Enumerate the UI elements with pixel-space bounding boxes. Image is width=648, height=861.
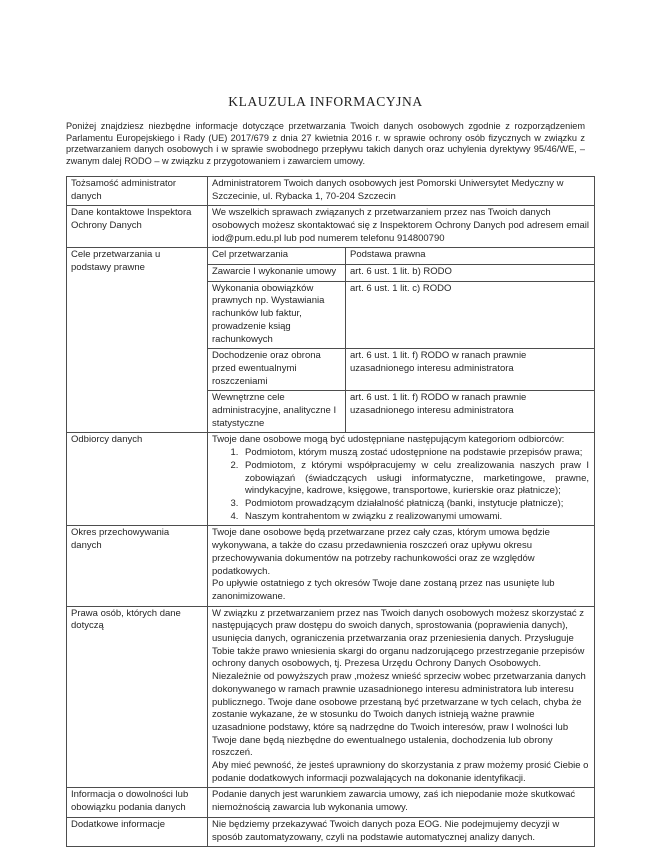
list-item: 4. Naszym kontrahentom w związku z realizowanymi umowami.: [241, 511, 589, 524]
row-content-recipients: [208, 433, 595, 526]
purposes-header-purpose: Cel przetwarzania: [208, 248, 346, 264]
row-label-rights: Prawa osób, których dane dotyczą: [67, 606, 208, 788]
row-content-contact: We wszelkich sprawach związanych z przetwarzaniem przez nas Twoich danych osobowych możesz skontaktować się z Inspektorem Ochrony Danych pod adresem email iod@pum.edu.pl lub pod numerem telefonu 914800790: [208, 206, 595, 248]
row-label-identity: Tożsamość administrator danych: [67, 176, 208, 205]
row-label-additional: Dodatkowe informacje: [67, 817, 208, 846]
table-row-purposes: [67, 248, 595, 433]
purposes-row-1: [208, 265, 594, 282]
table-row-contact: [67, 206, 595, 248]
purposes-row-3: [208, 349, 594, 391]
row-label-purposes: Cele przetwarzania u podstawy prawne: [67, 248, 208, 433]
purposes-header-row: [208, 248, 594, 264]
retention-paragraph: Po upływie ostatniego z tych okresów Twoje dane zostaną przez nas usunięte lub zanonimizowane.: [212, 578, 555, 602]
purposes-nested-table: [208, 248, 594, 432]
table-row-voluntary: [67, 788, 595, 817]
row-content-retention: [208, 526, 595, 606]
list-item: 1. Podmiotom, którym muszą zostać udostępnione na podstawie przepisów prawa;: [241, 447, 589, 460]
rights-paragraph: Niezależnie od powyższych praw ,możesz wnieść sprzeciw wobec przetwarzania danych dokonywanego w ramach prawnie uzasadnionego interesu administratora lub interesu publicznego. Twoje dane osobowe przestaną być przetwarzane w tych celach, chyba że zostanie wykazane, że w stosunku do Twoich danych istnieją ważne prawnie uzasadnione podstawy, które są nadrzędne do Twoich interesów, praw I wolności lub Twoje dane będą niezbędne do ewentualnego ustalenia, dochodzenia lub obrony roszczeń.: [212, 671, 586, 759]
rights-paragraph: Aby mieć pewność, że jesteś uprawniony do skorzystania z praw możemy prosić Ciebie o podanie dodatkowych informacji pozwalających na dokonanie identyfikacji.: [212, 760, 589, 784]
purposes-header-basis: Podstawa prawna: [346, 248, 595, 264]
row-label-retention: Okres przechowywania danych: [67, 526, 208, 606]
basis-cell: art. 6 ust. 1 lit. b) RODO: [346, 265, 595, 282]
row-content-purposes: [208, 248, 595, 433]
retention-paragraph: Twoje dane osobowe będą przetwarzane przez cały czas, którym umowa będzie wykonywana, a także do czasu przedawnienia roszczeń oraz upływu okresu przechowywania dokumentów na potrzeby rachunkowości oraz ze względów podatkowych.: [212, 527, 550, 577]
recipients-intro: Twoje dane osobowe mogą być udostępniane następującym kategoriom odbiorców:: [212, 434, 565, 446]
list-item: 3. Podmiotom prowadzącym działalność płatniczą (banki, instytucje płatnicze);: [241, 498, 589, 511]
row-content-identity: Administratorem Twoich danych osobowych jest Pomorski Uniwersytet Medyczny w Szczecinie, ul. Rybacka 1, 70-204 Szczecin: [208, 176, 595, 205]
recipients-list: [212, 447, 589, 523]
purpose-cell: Wykonania obowiązków prawnych np. Wystawiania rachunków lub faktur, prowadzenie ksiąg rachunkowych: [208, 281, 346, 349]
row-label-recipients: Odbiorcy danych: [67, 433, 208, 526]
row-label-voluntary: Informacja o dowolności lub obowiązku podania danych: [67, 788, 208, 817]
basis-cell: art. 6 ust. 1 lit. f) RODO w ranach prawnie uzasadnionego interesu administratora: [346, 391, 595, 433]
table-row-rights: [67, 606, 595, 788]
row-label-contact: Dane kontaktowe Inspektora Ochrony Danych: [67, 206, 208, 248]
table-row-additional: [67, 817, 595, 846]
info-table: [66, 176, 595, 847]
table-row-identity: [67, 176, 595, 205]
purpose-cell: Dochodzenie oraz obrona przed ewentualnymi roszczeniami: [208, 349, 346, 391]
intro-paragraph: Poniżej znajdziesz niezbędne informacje dotyczące przetwarzania Twoich danych osobowych zgodnie z rozporządzeniem Parlamentu Europejskiego i Rady (UE) 2017/679 z dnia 27 kwietnia 2016 r. w sprawie ochrony osób fizycznych w związku z przetwarzaniem danych osobowych i w sprawie swobodnego przepływu takich danych oraz uchylenia dyrektywy 95/46/WE, – zwanym dalej RODO – w związku z przygotowaniem i zawarciem umowy.: [66, 121, 585, 167]
row-content-additional: Nie będziemy przekazywać Twoich danych poza EOG. Nie podejmujemy decyzji w sposób zautomatyzowany, czyli na podstawie automatycznej analizy danych.: [208, 817, 595, 846]
purpose-cell: Zawarcie I wykonanie umowy: [208, 265, 346, 282]
purposes-row-4: [208, 391, 594, 433]
purposes-row-2: [208, 281, 594, 349]
basis-cell: art. 6 ust. 1 lit. f) RODO w ranach prawnie uzasadnionego interesu administratora: [346, 349, 595, 391]
row-content-rights: [208, 606, 595, 788]
rights-paragraph: W związku z przetwarzaniem przez nas Twoich danych osobowych możesz skorzystać z następujących praw dostępu do swoich danych, sprostowania (poprawienia danych), usunięcia danych, ograniczenia przetwarzania oraz przeniesienia danych. Przysługuje Tobie także prawo wniesienia skargi do organu nadzorującego przestrzeganie przepisów ochrony danych osobowych, tj. Prezesa Urzędu Ochrony Danych Osobowych.: [212, 607, 585, 670]
list-item: 2. Podmiotom, z którymi współpracujemy w celu zrealizowania naszych praw I zobowiązań (świadczących usługi informatyczne, marketingowe, prawne, windykacyjne, kadrowe, księgowe, transportowe, kurierskie oraz płatnicze);: [241, 460, 589, 498]
table-row-recipients: [67, 433, 595, 526]
page-title: KLAUZULA INFORMACYJNA: [228, 94, 423, 109]
purpose-cell: Wewnętrzne cele administracyjne, analityczne I statystyczne: [208, 391, 346, 433]
table-row-retention: [67, 526, 595, 606]
row-content-voluntary: Podanie danych jest warunkiem zawarcia umowy, zaś ich niepodanie może skutkować niemożnością zawarcia lub wykonania umowy.: [208, 788, 595, 817]
basis-cell: art. 6 ust. 1 lit. c) RODO: [346, 281, 595, 349]
